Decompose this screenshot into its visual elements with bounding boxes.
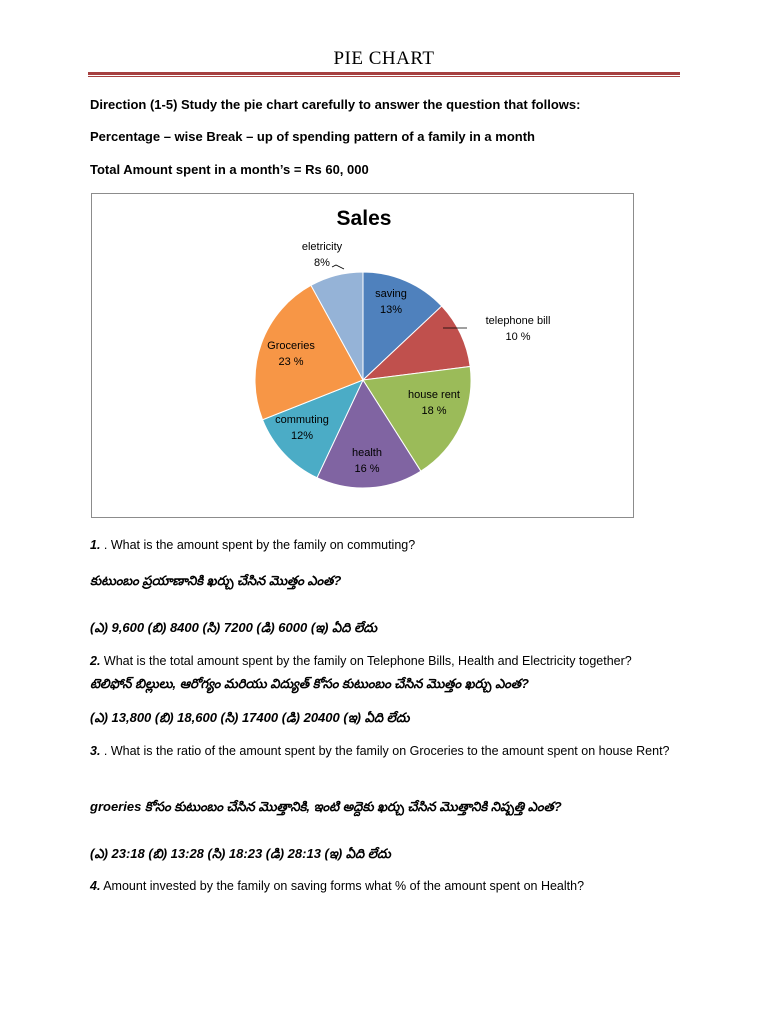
question-1-number: 1. <box>90 538 101 552</box>
chart-frame <box>91 193 634 518</box>
total-text: Total Amount spent in a month’s = Rs 60, 000 <box>90 162 369 177</box>
page-title: PIE CHART <box>333 48 435 69</box>
slice-value-label: 10 % <box>505 331 531 343</box>
title-divider-thin <box>88 76 680 77</box>
title-divider <box>88 72 680 75</box>
question-2-telugu: టెలిఫోన్ బిల్లులు, ఆరోగ్యం మరియు విద్యుత్ కోసం కుటుంబం చేసిన మొత్తం ఖర్చు ఎంత? <box>90 676 529 691</box>
slice-value-label: 12% <box>290 430 314 442</box>
question-1-text: . What is the amount spent by the family on commuting? <box>100 538 416 552</box>
direction-text: Direction (1-5) Study the pie chart carefully to answer the question that follows: <box>90 97 581 112</box>
slice-name-label: health <box>352 447 382 459</box>
question-4-text: Amount invested by the family on saving forms what % of the amount spent on Health? <box>100 879 585 893</box>
subtitle-text: Percentage – wise Break – up of spending pattern of a family in a month <box>90 129 535 144</box>
slice-name-label: saving <box>375 288 407 300</box>
question-1-options: (ఎ) 9,600 (బి) 8400 (సి) 7200 (డి) 6000 (ఇ) ఏది లేదు <box>90 620 377 635</box>
slice-name-label: telephone bill <box>485 315 551 327</box>
leader-line <box>332 265 344 269</box>
question-2-text: What is the total amount spent by the family on Telephone Bills, Health and Electricity together? <box>100 654 632 668</box>
slice-value-label: 23 % <box>278 356 304 368</box>
question-3 <box>90 741 690 761</box>
question-3-number: 3. <box>90 744 101 758</box>
question-2-options: (ఎ) 13,800 (బి) 18,600 (సి) 17400 (డి) 20400 (ఇ) ఏది లేదు <box>90 710 410 725</box>
pie-chart <box>92 194 635 519</box>
slice-name-label: Groceries <box>267 340 315 352</box>
chart-title: Sales <box>336 207 392 230</box>
slice-value-label: 18 % <box>421 405 447 417</box>
slice-value-label: 13% <box>379 304 403 316</box>
question-1 <box>90 535 690 555</box>
slice-value-label: 8% <box>314 257 330 269</box>
slice-name-label: eletricity <box>301 241 343 253</box>
question-4 <box>90 876 690 896</box>
question-4-number: 4. <box>90 879 101 893</box>
question-3-telugu: groeries కోసం కుటుంబం చేసిన మొత్తానికి, ఇంటి అద్దెకు ఖర్చు చేసిన మొత్తానికి నిష్పత్తి ఎంత? <box>90 799 562 814</box>
question-3-options: (ఎ) 23:18 (బి) 13:28 (సి) 18:23 (డి) 28:13 (ఇ) ఏది లేదు <box>90 846 391 861</box>
slice-name-label: house rent <box>408 389 460 401</box>
question-2 <box>90 651 690 671</box>
question-2-number: 2. <box>90 654 101 668</box>
question-3-text: . What is the ratio of the amount spent by the family on Groceries to the amount spent on house Rent? <box>100 744 670 758</box>
question-1-telugu: కుటుంబం ప్రయాణానికి ఖర్చు చేసిన మొత్తం ఎంత? <box>90 573 342 588</box>
slice-name-label: commuting <box>275 414 329 426</box>
slice-value-label: 16 % <box>354 463 380 475</box>
